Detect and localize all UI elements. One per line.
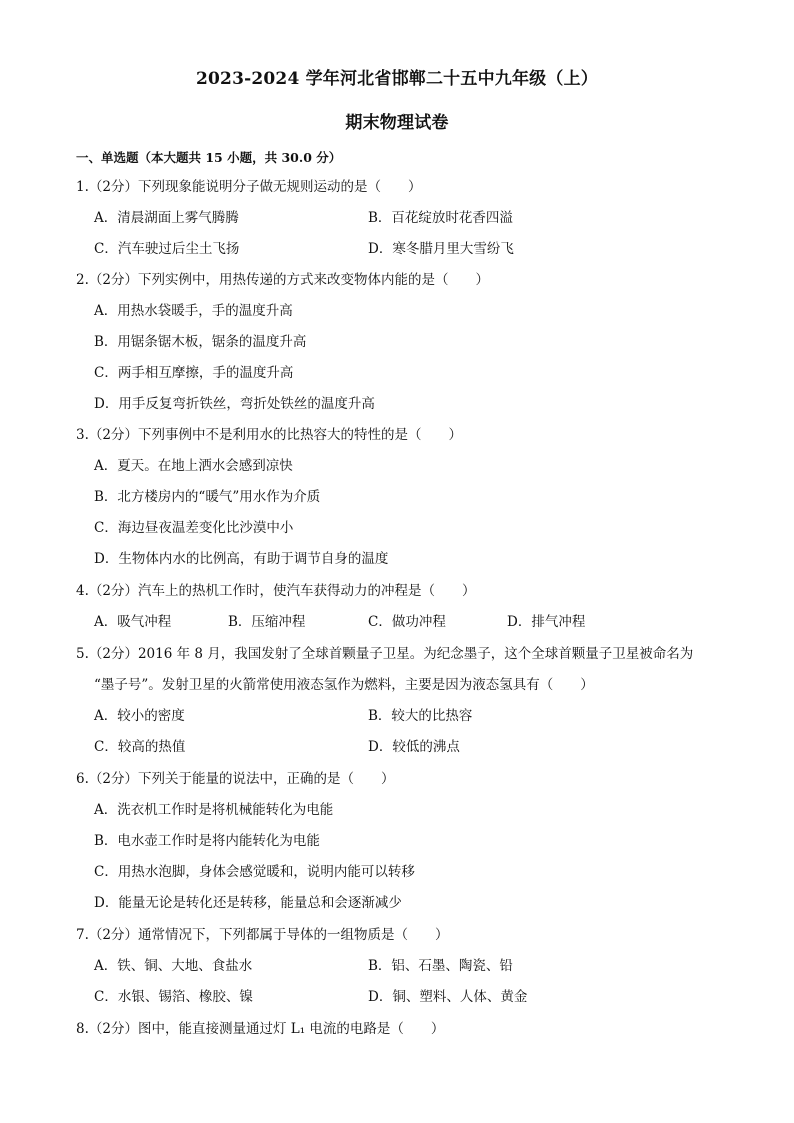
question-5-option-c: C．较高的热值: [94, 739, 186, 755]
question-2-option-c: C．两手相互摩擦，手的温度升高: [94, 365, 294, 381]
question-5-option-d: D．较低的沸点: [368, 739, 460, 755]
question-3-option-a: A．夏天。在地上洒水会感到凉快: [94, 458, 293, 474]
question-7-option-b: B．铝、石墨、陶瓷、铅: [368, 958, 513, 974]
question-4-option-c: C．做功冲程: [368, 614, 446, 630]
question-6-stem: 6.（2分）下列关于能量的说法中，正确的是（ ）: [76, 771, 395, 787]
question-7-option-d: D．铜、塑料、人体、黄金: [368, 989, 528, 1005]
exam-title-line2: 期末物理试卷: [345, 113, 449, 133]
question-6-option-a: A．洗衣机工作时是将机械能转化为电能: [94, 802, 334, 818]
question-1-option-d: D．寒冬腊月里大雪纷飞: [368, 241, 514, 257]
question-1-option-a: A．清晨湖面上雾气腾腾: [94, 210, 239, 226]
question-2-option-b: B．用锯条锯木板，锯条的温度升高: [94, 334, 307, 350]
exam-title-line1: 2023-2024 学年河北省邯郸二十五中九年级（上）: [195, 69, 598, 89]
question-3-option-b: B．北方楼房内的“暖气”用水作为介质: [94, 489, 321, 505]
question-3-option-d: D．生物体内水的比例高，有助于调节自身的温度: [94, 551, 389, 567]
question-4-option-b: B．压缩冲程: [228, 614, 306, 630]
question-1-option-c: C．汽车驶过后尘土飞扬: [94, 241, 240, 257]
section-heading: 一、单选题（本大题共 15 小题，共 30.0 分）: [76, 150, 342, 165]
question-2-option-d: D．用手反复弯折铁丝，弯折处铁丝的温度升高: [94, 396, 375, 412]
question-7-option-c: C．水银、锡箔、橡胶、镍: [94, 989, 253, 1005]
question-4-option-d: D．排气冲程: [507, 614, 586, 630]
question-2-option-a: A．用热水袋暖手，手的温度升高: [94, 303, 293, 319]
question-6-option-d: D．能量无论是转化还是转移，能量总和会逐渐减少: [94, 895, 402, 911]
question-7-option-a: A．铁、铜、大地、食盐水: [94, 958, 253, 974]
question-3-stem: 3.（2分）下列事例中不是利用水的比热容大的特性的是（ ）: [76, 427, 462, 443]
question-8-stem: 8.（2分）图中，能直接测量通过灯 L₁ 电流的电路是（ ）: [76, 1021, 445, 1037]
question-7-stem: 7.（2分）通常情况下，下列都属于导体的一组物质是（ ）: [76, 927, 449, 943]
question-1-option-b: B．百花绽放时花香四溢: [368, 210, 513, 226]
question-2-stem: 2.（2分）下列实例中，用热传递的方式来改变物体内能的是（ ）: [76, 272, 489, 288]
question-5-option-b: B．较大的比热容: [368, 708, 473, 724]
question-3-option-c: C．海边昼夜温差变化比沙漠中小: [94, 520, 294, 536]
question-5-stem-continued: “墨子号”。发射卫星的火箭常使用液态氢作为燃料，主要是因为液态氢具有（ ）: [94, 677, 594, 693]
question-6-option-c: C．用热水泡脚，身体会感觉暖和，说明内能可以转移: [94, 864, 415, 880]
question-5-stem: 5.（2分）2016 年 8 月，我国发射了全球首颗量子卫星。为纪念墨子，这个全球首颗量子卫星被命名为: [76, 646, 694, 662]
question-4-option-a: A．吸气冲程: [94, 614, 172, 630]
question-5-option-a: A．较小的密度: [94, 708, 185, 724]
question-6-option-b: B．电水壶工作时是将内能转化为电能: [94, 833, 320, 849]
question-1-stem: 1.（2分）下列现象能说明分子做无规则运动的是（ ）: [76, 179, 422, 195]
question-4-stem: 4.（2分）汽车上的热机工作时，使汽车获得动力的冲程是（ ）: [76, 583, 476, 599]
